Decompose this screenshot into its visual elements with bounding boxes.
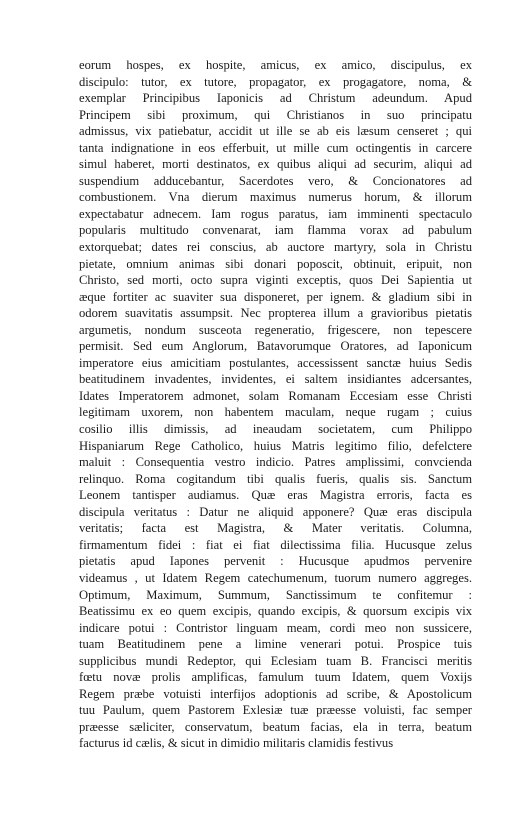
text-line: odorem suavitatis assumpsit. Nec propterea illum a gravioribus pietatis [79,306,472,321]
text-line: Christo, sed morti, octo supra viginti exceptis, quos Dei Sapientia ut [79,273,472,288]
text-line: pietatis apud Iapones pervenit : Hucusque apudmos pervenire [79,554,472,569]
text-line: veritatis; facta est Magistra, & Mater veritatis. Columna, [79,521,472,536]
text-line: Optimum, Maximum, Summum, Sanctissimum te confitemur : [79,587,472,602]
text-line: combustionem. Vna dierum maximus numerus horum, & illorum [79,190,472,205]
text-line: cosilio illis dimissis, ad ineaudam societatem, cum Philippo [79,422,472,437]
text-line: extorquebat; dates rei conscius, ab auctore martyry, sola in Christu [79,240,472,255]
text-line: simul haberet, morti destinatos, ex quibus aliqui ad securim, aliqui ad [79,157,472,172]
text-line: imperatore eius amicitiam postulantes, accessissent sanctæ huius Sedis [79,355,472,370]
document-page [79,57,472,752]
text-line: supplicibus mundi Redeptor, qui Eclesiam tuam B. Francisci meritis [79,653,472,668]
text-line: discipulo: tutor, ex tutore, propagator, ex progagatore, noma, & [79,74,472,89]
document-text-body [79,57,472,752]
text-line: permisit. Sed eum Anglorum, Batavorumque Oratores, ad Iaponicum [79,339,472,354]
text-line: præesse sæliciter, conservatum, beatum facias, ela in terra, beatum [79,719,472,734]
text-line: eorum hospes, ex hospite, amicus, ex amico, discipulus, ex [79,58,472,72]
text-line: facturus id cælis, & sicut in dimidio militaris clamidis festivus [79,736,394,751]
text-line: fœtu novæ prolis amplificas, famulum tuum Idatem, quem Voxijs [79,670,472,685]
text-line: pietate, omnium animas sibi donari poposcit, obtinuit, eripuit, non [79,256,472,271]
text-line: Principem sibi proximum, qui Christianos in suo principatu [79,107,472,122]
text-line: tuam Beatitudinem pene a limine venerari potui. Prospice tuis [79,637,472,652]
text-line: Beatissimu ex eo quem excipis, quando excipis, & quorsum excipis vix [79,604,472,619]
text-line: firmamentum fidei : fiat ei fiat dilectissima filia. Hucusque zelus [79,537,472,552]
text-line: legitimam uxorem, non habentem maculam, neque rugam ; cuius [79,405,472,420]
text-line: Idates Imperatorem admonet, solam Romanam Eccesiam esse Christi [79,388,472,403]
text-line: popularis multitudo convenarat, iam flamma vorax ad pabulum [79,223,472,238]
text-line: exemplar Principibus Iaponicis ad Christum adeundum. Apud [79,91,472,106]
text-line: discipula veritatus : Datur ne aliquid apponere? Quæ eras discipula [79,504,472,519]
text-line: tanta indignatione in eos efferbuit, ut mille cum octingentis in carcere [79,140,472,155]
text-line: argumetis, nondum susceota regeneratio, frigescere, non tepescere [79,322,472,337]
text-line: suspendium adducebantur, Sacerdotes vero, & Concionatores ad [79,173,472,188]
text-line: Regem præbe votuisti interfijos adoptionis ad scribe, & Apostolicum [79,686,472,701]
text-line: videamus , ut Idatem Regem catechumenum, tuorum numero aggreges. [79,570,472,585]
text-line: beatitudinem invadentes, invidentes, ei saltem insidiantes adcersantes, [79,372,472,387]
text-line: maluit : Consequentia vestro indicio. Patres amplissimi, convcienda [79,455,472,470]
text-line: admissus, vix patiebatur, accidit ut ille se ab eis læsum censeret ; qui [79,124,472,139]
text-line: Hispaniarum Rege Catholico, huius Matris legitimo filio, defelctere [79,438,472,453]
text-line: relinquo. Roma cogitandum tibi qualis fueris, qualis sis. Sanctum [79,471,472,486]
text-line: Leonem tantisper audiamus. Quæ eras Magistra erroris, facta es [79,488,472,503]
text-line: tuu Paulum, quem Pastorem Exlesiæ tuæ præesse voluisti, fac semper [79,703,472,718]
text-line: expectabatur adnecem. Iam rogus paratus, iam imminenti spectaculo [79,206,472,221]
text-line: æque fortiter ac suaviter sua disponeret, per ignem. & gladium sibi in [79,289,472,304]
text-line: indicare potui : Contristor linguam meam, cordi meo non sussicere, [79,620,472,635]
